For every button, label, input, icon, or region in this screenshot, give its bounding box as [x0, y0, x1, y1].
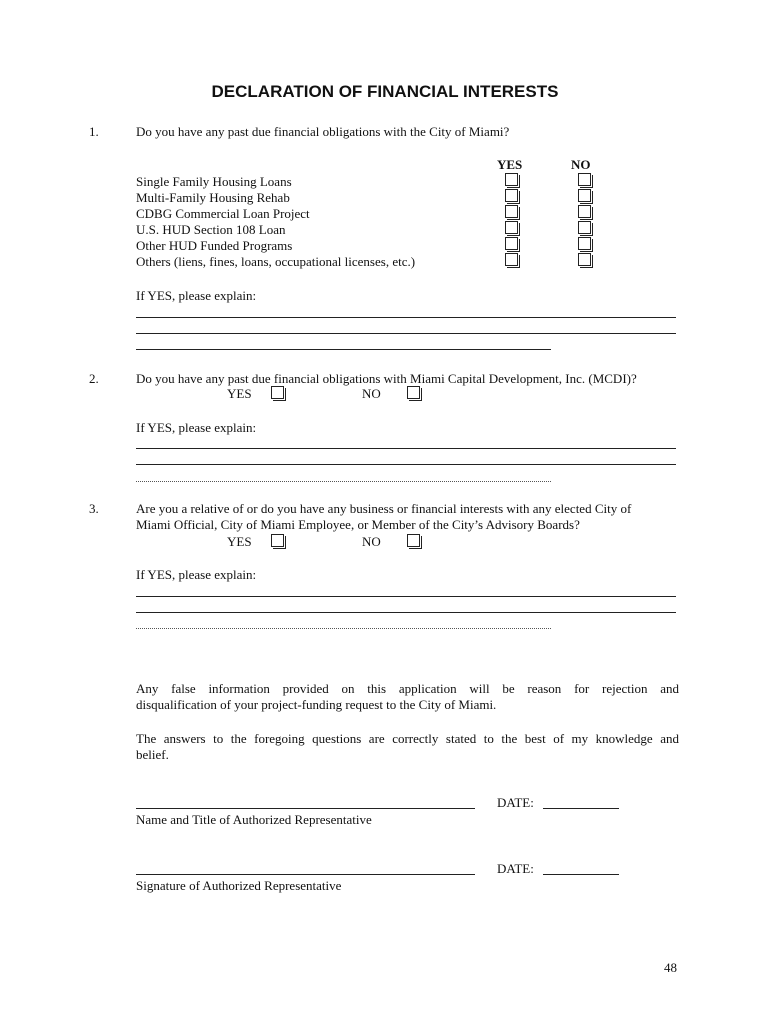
q1-item-cdbg: CDBG Commercial Loan Project — [136, 206, 310, 221]
q3-explain-label: If YES, please explain: — [136, 567, 257, 582]
q3-yes-checkbox[interactable] — [271, 534, 284, 547]
q2-no-label: NO — [362, 386, 381, 401]
affirmation-line-1: The answers to the foregoing questions are correctly stated to the best of my knowledge and — [136, 731, 679, 746]
q3-question-line-1: Are you a relative of or do you have any business or financial interests with any elected City of — [136, 501, 632, 516]
q1-explain-line-2[interactable] — [136, 333, 676, 334]
q1-item-other-hud: Other HUD Funded Programs — [136, 238, 293, 253]
name-title-label: Name and Title of Authorized Representative — [136, 812, 372, 827]
q3-explain-line-1[interactable] — [136, 596, 676, 597]
q1-hud-108-yes-checkbox[interactable] — [505, 221, 518, 234]
date-line-1[interactable] — [543, 808, 619, 809]
q2-number: 2. — [89, 371, 99, 386]
q3-no-checkbox[interactable] — [407, 534, 420, 547]
q1-hud-108-no-checkbox[interactable] — [578, 221, 591, 234]
name-title-signature-line[interactable] — [136, 808, 475, 809]
q1-item-others: Others (liens, fines, loans, occupational licenses, etc.) — [136, 254, 416, 269]
q3-yes-label: YES — [227, 534, 252, 549]
q1-multi-family-yes-checkbox[interactable] — [505, 189, 518, 202]
q3-explain-line-2[interactable] — [136, 612, 676, 613]
q2-explain-line-3[interactable] — [136, 481, 551, 482]
q1-explain-line-3[interactable] — [136, 349, 551, 350]
q1-cdbg-no-checkbox[interactable] — [578, 205, 591, 218]
q1-item-single-family: Single Family Housing Loans — [136, 174, 292, 189]
q2-question: Do you have any past due financial obligations with Miami Capital Development, Inc. (MCDI)? — [136, 371, 637, 386]
q3-number: 3. — [89, 501, 99, 516]
q2-yes-label: YES — [227, 386, 252, 401]
q2-explain-line-1[interactable] — [136, 448, 676, 449]
affirmation-line-2: belief. — [136, 747, 169, 762]
signature-line[interactable] — [136, 874, 475, 875]
q1-multi-family-no-checkbox[interactable] — [578, 189, 591, 202]
q1-others-yes-checkbox[interactable] — [505, 253, 518, 266]
q1-other-hud-yes-checkbox[interactable] — [505, 237, 518, 250]
q1-item-hud-108: U.S. HUD Section 108 Loan — [136, 222, 286, 237]
q2-explain-label: If YES, please explain: — [136, 420, 257, 435]
q1-single-family-no-checkbox[interactable] — [578, 173, 591, 186]
q2-no-checkbox[interactable] — [407, 386, 420, 399]
page-number: 48 — [664, 960, 677, 975]
date-line-2[interactable] — [543, 874, 619, 875]
q1-others-no-checkbox[interactable] — [578, 253, 591, 266]
notice-line-1: Any false information provided on this application will be reason for rejection and — [136, 681, 679, 696]
q1-cdbg-yes-checkbox[interactable] — [505, 205, 518, 218]
q1-explain-label: If YES, please explain: — [136, 288, 257, 303]
date-label-2: DATE: — [497, 861, 534, 876]
q2-explain-line-2[interactable] — [136, 464, 676, 465]
q1-other-hud-no-checkbox[interactable] — [578, 237, 591, 250]
q1-question: Do you have any past due financial obligations with the City of Miami? — [136, 124, 510, 139]
signature-label: Signature of Authorized Representative — [136, 878, 342, 893]
q1-single-family-yes-checkbox[interactable] — [505, 173, 518, 186]
q1-no-header: NO — [571, 157, 591, 172]
q3-explain-line-3[interactable] — [136, 628, 551, 629]
q2-yes-checkbox[interactable] — [271, 386, 284, 399]
q1-yes-header: YES — [497, 157, 523, 172]
page-title: DECLARATION OF FINANCIAL INTERESTS — [211, 82, 559, 101]
q1-explain-line-1[interactable] — [136, 317, 676, 318]
date-label-1: DATE: — [497, 795, 534, 810]
notice-line-2: disqualification of your project-funding request to the City of Miami. — [136, 697, 497, 712]
q3-question-line-2: Miami Official, City of Miami Employee, or Member of the City’s Advisory Boards? — [136, 517, 580, 532]
q1-item-multi-family: Multi-Family Housing Rehab — [136, 190, 290, 205]
q3-no-label: NO — [362, 534, 381, 549]
q1-number: 1. — [89, 124, 99, 139]
